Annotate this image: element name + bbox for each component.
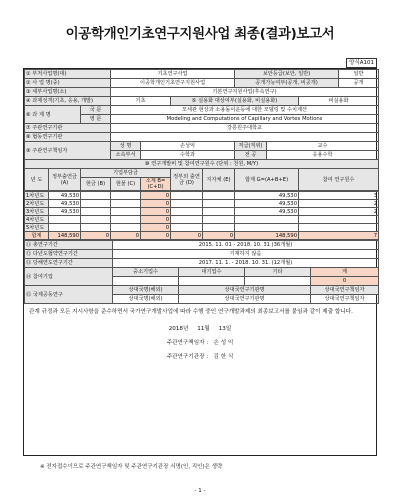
companies-other [245,277,311,286]
signature-pi-name: 손 성 익 [213,340,234,346]
budget-cell-etc: 0 [171,232,203,240]
submission-date [24,325,376,334]
practical-use-label: ⑤ 실용화 대상여부(실용화, 비실용화) [171,97,299,106]
budget-cell-gov [49,224,81,232]
signature-head-label: 주관연구기관장 : [166,354,209,360]
pi-name: 손성익 [141,142,235,151]
budget-cell-staff: 2 [299,208,379,216]
budget-cell-total: 49,530 [235,200,299,208]
pi-major: 응용수학 [267,151,379,160]
submission-statement: 관계 규정과 모든 지시사항을 준수하면서 국가연구개발사업에 따라 수행 중인 연구개발과제의 최종보고서를 붙임과 같이 제출 합니다. [29,309,353,315]
budget-cell-sum: 0 [141,232,171,240]
period-table [24,240,379,304]
row-total-period [25,241,379,250]
total-period-value: 2015. 11. 01 - 2018. 10. 31 (36개월) [113,241,379,250]
budget-cell-local [203,224,235,232]
intl-inst-head: 상대국연구기관명 [179,286,311,295]
companies-large [179,277,245,286]
budget-cell-year: 합계 [25,232,49,240]
budget-row [25,200,379,208]
row-companies-head [25,268,379,277]
pi-label: ⑨ 주관연구책임자 [25,142,111,160]
task-title-kor-label: 국 문 [81,106,111,115]
row-multi-year-period [25,250,379,259]
budget-title: ⑩ 연구개발비 및 참여연구원수 (단위 : 천원, M/Y) [25,160,379,169]
budget-rows [24,191,379,240]
row-current-period [25,259,379,268]
budget-row [25,208,379,216]
companies-other-head: 기타 [245,268,311,277]
row-budget-title [25,160,379,169]
date-year: 2018년 [168,326,189,332]
budget-cell-staff [299,216,379,224]
current-period-label: ⑬ 당해연도연구기간 [25,259,113,268]
budget-cell-kind [111,208,141,216]
task-nature-label: ④ 과제성격(기초, 응용, 개발) [25,97,111,106]
companies-sme [113,277,179,286]
row-intl-head [25,286,379,295]
budget-head-total: 합계 G=(A+B+E) [235,169,299,191]
program-name-label: ② 사 업 명(중) [25,79,111,88]
budget-cell-local [203,208,235,216]
budget-cell-year: 5차년도 [25,224,49,232]
row-host-institution [25,124,379,133]
budget-cell-total: 49,530 [235,208,299,216]
companies-total-head: 계 [311,268,379,277]
signature-pi [24,339,376,348]
row-subprogram [25,88,379,97]
budget-cell-sum: 0 [141,208,171,216]
program-name-value: 이공학개인기초연구지원사업 [111,79,235,88]
subprogram-value: 기본연구지원사업(후속연구) [111,88,379,97]
task-nature-value: 기초 [111,97,171,106]
budget-cell-gov: 148,590 [49,232,81,240]
budget-cell-kind [111,192,141,200]
date-day: 13일 [218,326,232,332]
coop-institution-label: ⑧ 협동연구기관 [25,133,111,142]
budget-cell-etc [171,224,203,232]
budget-cell-local [203,216,235,224]
task-title-eng: Modeling and Computations of Capillary and Vortex Motions [111,115,379,124]
pi-position-label: 직급(직위) [235,142,267,151]
row-program-name [25,79,379,88]
budget-row [25,216,379,224]
report-form [23,68,377,456]
security-level-label: 보안등급(보안, 일반) [235,70,339,79]
intl-pi-head: 상대국연구책임자 [311,286,379,295]
budget-cell-gov: 49,530 [49,208,81,216]
budget-cell-staff: 2 [299,200,379,208]
budget-cell-cash [81,200,111,208]
companies-large-head: 대기업수 [179,268,245,277]
budget-head-cash: 현금 (B) [81,178,111,191]
budget-cell-local [203,200,235,208]
companies-label: ⑭ 참여기업 [25,268,113,286]
budget-cell-gov: 49,530 [49,200,81,208]
department-program-value: 기초연구사업 [111,70,235,79]
budget-cell-etc [171,200,203,208]
budget-head-gov: 정부출연금 (A) [49,169,81,191]
budget-sum-row [25,232,379,240]
budget-cell-year: 4차년도 [25,216,49,224]
multi-year-period-label: ⑫ 다년도협약연구기간 [25,250,113,259]
budget-cell-cash: 0 [81,232,111,240]
budget-head-local: 지자체 (E) [203,169,235,191]
signature-head-name: 김 한 식 [213,354,234,360]
multi-year-period-value: 기재하지 않음 [113,250,379,259]
intl-inst: 상대국연구기관명 [179,295,311,304]
signature-head [24,353,376,362]
budget-cell-kind [111,224,141,232]
disclosure-value: 공개 [339,79,379,88]
budget-head-private: 기업부담금 [81,169,171,178]
budget-cell-year: 1차년도 [25,192,49,200]
budget-cell-gov [49,216,81,224]
budget-cell-staff: 3 [299,192,379,200]
budget-head-kind: 현물 (C) [111,178,141,191]
total-period-label: ⑪ 총연구기간 [25,241,113,250]
budget-cell-year: 3차년도 [25,208,49,216]
budget-cell-total: 148,590 [235,232,299,240]
task-title-kor: 모세관 현상과 소용돌이운동에 대한 모델링 및 수치계산 [111,106,379,115]
task-title-label: ⑥ 과 제 명 [25,106,81,124]
budget-cell-sum: 0 [141,216,171,224]
practical-use-value: 비실용화 [299,97,379,106]
row-department-program [25,70,379,79]
budget-cell-kind [111,216,141,224]
document-title: 이공학개인기초연구지원사업 최종(결과)보고서 [65,26,335,42]
row-task-nature [25,97,379,106]
subprogram-label: ③ 세부사업명(소) [25,88,111,97]
budget-cell-total [235,224,299,232]
companies-total: 0 [311,277,379,286]
info-table [24,69,379,191]
budget-cell-cash [81,216,111,224]
budget-cell-total [235,216,299,224]
budget-head-staff: 참여 연구원수 [299,169,379,191]
footnote: ※ 전자접수이므로 주관연구책임자 및 주관연구기관장 서명(인, 직인)은 생략 [40,464,223,470]
intl-label: ⑮ 국제공동연구 [25,286,113,304]
budget-cell-local [203,192,235,200]
pi-major-label: 전 공 [235,151,267,160]
department-program-label: ① 부처사업명(대) [25,70,111,79]
row-budget-head1 [25,169,379,178]
row-pi-name [25,142,379,151]
disclosure-label: 공개가능여부(공개, 비공개) [235,79,339,88]
row-task-title-kor [25,106,379,115]
pi-dept-label: 소속부서 [111,151,141,160]
companies-sme-head: 중소기업수 [113,268,179,277]
security-level-value: 일반 [339,70,379,79]
intl-country-head: 상대국명(해외) [113,286,179,295]
page-number: - 1 - [194,488,206,494]
budget-cell-kind: 0 [111,232,141,240]
budget-cell-local: 0 [203,232,235,240]
budget-cell-etc [171,208,203,216]
host-institution-value: 강릉원주대학교 [111,124,379,133]
coop-institution-value [111,133,379,142]
intl-pi: 상대국연구책임자 [311,295,379,304]
form-number: 양식A101 [346,58,377,68]
budget-cell-staff [299,224,379,232]
date-month: 11월 [197,326,210,332]
budget-cell-cash [81,208,111,216]
budget-cell-kind [111,200,141,208]
pi-name-label: 성 명 [111,142,141,151]
budget-cell-etc [171,192,203,200]
budget-cell-total: 49,530 [235,192,299,200]
budget-cell-year: 2차년도 [25,200,49,208]
budget-cell-sum: 0 [141,200,171,208]
signature-pi-label: 주관연구책임자 : [166,340,209,346]
task-title-eng-label: 영 문 [81,115,111,124]
budget-cell-gov: 49,530 [49,192,81,200]
intl-country: 상대국명(해외) [113,295,179,304]
budget-cell-staff: 7 [299,232,379,240]
host-institution-label: ⑦ 주관연구기관 [25,124,111,133]
budget-cell-sum: 0 [141,224,171,232]
pi-position: 교수 [267,142,379,151]
budget-cell-cash [81,192,111,200]
budget-head-etc: 정부외 출연금 (D) [171,169,203,191]
current-period-value: 2017. 11. 1. - 2018. 10. 31. (12개월) [113,259,379,268]
budget-row [25,224,379,232]
budget-cell-cash [81,224,111,232]
pi-dept: 수학과 [141,151,235,160]
budget-head-sum: 소계 B=(C+D) [141,178,171,191]
budget-cell-etc [171,216,203,224]
budget-row [25,192,379,200]
row-coop-institution [25,133,379,142]
budget-head-year: 년 도 [25,169,49,191]
budget-cell-sum: 0 [141,192,171,200]
